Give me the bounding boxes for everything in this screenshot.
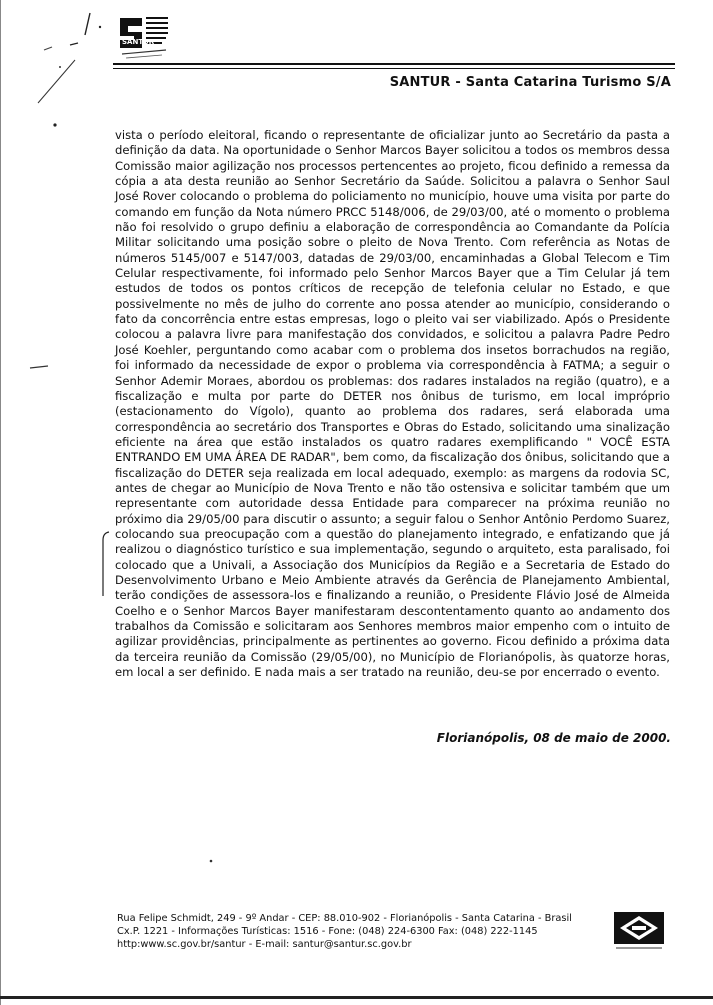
state-emblem-logo [610,908,668,952]
footer-phone: Cx.P. 1221 - Informações Turísticas: 1516 - Fone: (048) 224-6300 Fax: (048) 222-1145 [117,926,538,937]
footer-web: http:www.sc.gov.br/santur - E-mail: santur@santur.sc.gov.br [117,939,412,950]
footer-contact [117,912,572,951]
page-edge [0,0,1,1005]
scan-dot-lower [208,858,214,864]
date-line: Florianópolis, 08 de maio de 2000. [436,731,671,745]
santur-logo [112,14,170,64]
footer-address: Rua Felipe Schmidt, 249 - 9º Andar - CEP: 88.010-902 - Florianópolis - Santa Catarina - Brasil [117,913,572,924]
header-rule-thin [113,68,675,69]
scan-dash [28,362,52,372]
santur-logo-text: SANTUR [122,38,155,46]
company-name: SANTUR - Santa Catarina Turismo S/A [389,75,671,90]
scan-dot [50,120,60,130]
header-rule [113,63,675,65]
margin-bracket [100,528,112,602]
body-paragraph: vista o período eleitoral, ficando o representante de oficializar junto ao Secretário da pasta a definição da data. Na oportunidade o Senhor Marcos Bayer solicitou a todos os membros dessa Comissão maior agilização nos processos pertencentes ao projeto, ficou definido a remessa da cópia a ata desta reunião ao Senhor Secretário da Saúde. Solicitou a palavra o Senhor Saul José Rover colocando o problema do policiamento no município, houve uma visita por parte do comando em função da Nota número PRCC 5148/006, de 29/03/00, até o momento o problema não foi resolvido o grupo definiu a elaboração de correspondência ao Comandante da Polícia Militar solicitando uma posição sobre o pleito de Nova Trento. Com referência as Notas de números 5145/007 e 5147/003, datadas de 29/03/00, encaminhadas a Global Telecom e Tim Celular respectivamente, foi informado pelo Senhor Marcos Bayer que a Tim Celular já tem estudos de todos os pontos críticos de recepção de telefonia celular no Estado, e que possivelmente no mês de julho do corrente ano possa atender ao município, considerando o fato da concorrência entre estas empresas, logo o pleito vai ser viabilizado. Após o Presidente colocou a palavra livre para manifestação dos convidados, e solicitou a palavra Padre Pedro José Koehler, perguntando como acabar com o problema dos insetos borrachudos na região, foi informado da necessidade de expor o problema via correspondência à FATMA; a seguir o Senhor Ademir Moraes, abordou os problemas: dos radares instalados na região (quatro), e a fiscalização e multa por parte do DETER nos ônibus de turismo, em local impróprio (estacionamento do Vígolo), quanto ao problema dos radares, será elaborada uma correspondência ao secretário dos Transportes e Obras do Estado, solicitando uma sinalização eficiente na área que estão instalados os quatro radares exemplificando " VOCÊ ESTA ENTRANDO EM UMA ÁREA DE RADAR", bem como, da fiscalização dos ônibus, solicitando que a fiscalização do DETER seja realizada em local adequado, exemplo: as margens da rodovia SC, antes de chegar ao Município de Nova Trento e não tão ostensiva e solicitar também que um representante com autoridade dessa Entidade para comparecer na próxima reunião no próximo dia 29/05/00 para discutir o assunto; a seguir falou o Senhor Antônio Perdomo Suarez, colocando sua preocupação com a questão do planejamento integrado, e enfatizando que já realizou o diagnóstico turístico e sua implementação, segundo o arquiteto, esta paralisado, foi colocado que a Univali, a Associação dos Municípios da Região e a Secretaria de Estado do Desenvolvimento Urbano e Meio Ambiente através da Gerência de Planejamento Ambiental, terão condições de assessora-los e finalizando a reunião, o Presidente Flávio José de Almeida Coelho e o Senhor Marcos Bayer manifestaram descontentamento quanto ao andamento dos trabalhos da Comissão e solicitaram aos Senhores membros maior empenho com o intuito de agilizar providências, principalmente as pertinentes ao governo. Ficou definido a próxima data da terceira reunião da Comissão (29/05/00), no Município de Florianópolis, às quatorze horas, em local a ser definido. E nada mais a ser tratado na reunião, deu-se por encerrado o evento. [115,128,670,680]
scan-marks [30,5,110,115]
bottom-border [0,996,713,999]
